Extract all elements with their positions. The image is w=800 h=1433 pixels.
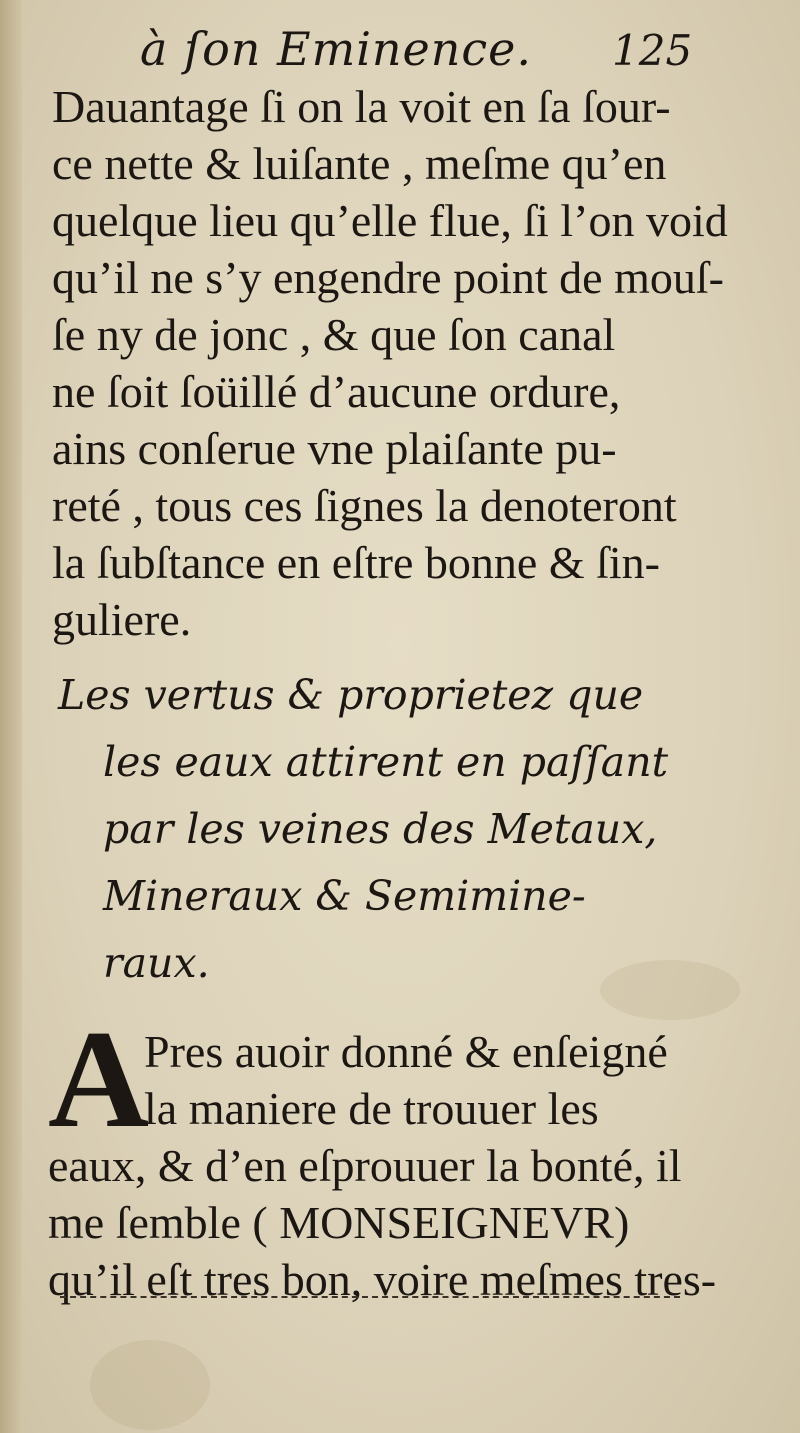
text-line: la ſubſtance en eſtre bonne & ſin-: [52, 537, 660, 588]
text-line: qu’il ne s’y engendre point de mouſ-: [52, 252, 724, 303]
page-header: [0, 14, 800, 84]
text-line: Pres auoir donné & enſeigné: [144, 1026, 668, 1077]
paper-stain: [90, 1340, 210, 1430]
text-line: guliere.: [52, 594, 192, 645]
paragraph-2: [48, 1023, 717, 1308]
heading-line: par les veines des Metaux,: [103, 805, 658, 853]
heading-line: Les vertus & proprietez que: [58, 671, 644, 719]
running-head: à ſon Eminence.: [140, 22, 533, 76]
text-line: ne ſoit ſoüillé d’aucune ordure,: [52, 366, 621, 417]
text-line: qu’il eſt tres bon, voire meſmes tres-: [48, 1254, 717, 1305]
text-line: ains conſerue vne plaiſante pu-: [52, 423, 617, 474]
paragraph-1: [52, 78, 728, 648]
heading-line: raux.: [103, 939, 210, 987]
section-heading: [58, 662, 708, 997]
text-line: ſe ny de jonc , & que ſon canal: [52, 309, 616, 360]
text-line: Dauantage ſi on la voit en ſa ſour-: [52, 81, 671, 132]
page-number: 125: [612, 26, 693, 75]
heading-line: les eaux attirent en paſſant: [103, 738, 669, 786]
text-line: la maniere de trouuer les: [144, 1083, 599, 1134]
heading-line: Mineraux & Semimine-: [103, 872, 586, 920]
underline-rule: [60, 1296, 680, 1298]
text-line: ce nette & luiſante , meſme qu’en: [52, 138, 667, 189]
text-line: eaux, & d’en eſprouuer la bonté, il: [48, 1140, 682, 1191]
drop-cap: A: [48, 1002, 150, 1157]
text-line: quelque lieu qu’elle flue, ſi l’on void: [52, 195, 728, 246]
page-gutter: [0, 0, 22, 1433]
text-line: me ſemble ( MONSEIGNEVR): [48, 1197, 630, 1248]
text-line: reté , tous ces ſignes la denoteront: [52, 480, 677, 531]
